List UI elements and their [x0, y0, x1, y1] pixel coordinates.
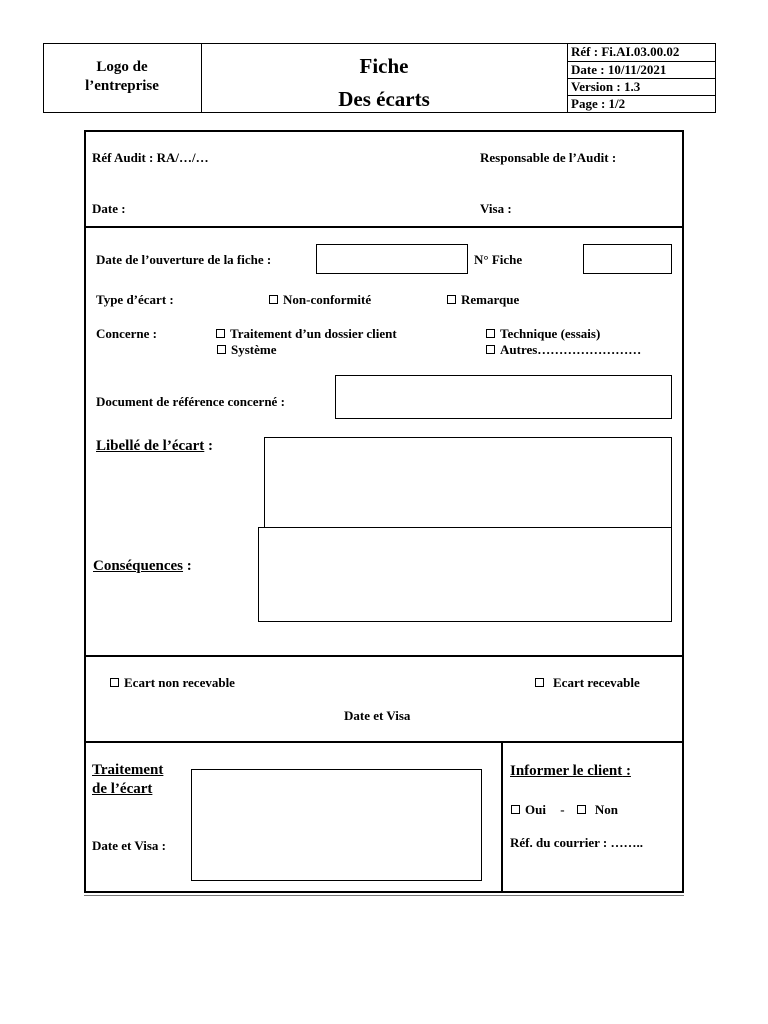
- sheet-number-field[interactable]: [583, 244, 672, 274]
- checkbox-icon[interactable]: [535, 678, 544, 687]
- concerne-label: Concerne :: [96, 326, 158, 341]
- type-option-nonconformity[interactable]: [269, 292, 371, 308]
- treatment-title-line-2: de l’écart: [92, 781, 153, 797]
- checkbox-icon[interactable]: [216, 329, 225, 338]
- receivable-label: Ecart recevable: [553, 675, 640, 690]
- audit-responsible-label: Responsable de l’Audit :: [480, 150, 617, 165]
- consequences-heading: [93, 558, 192, 575]
- mail-reference: Réf. du courrier : ……..: [510, 835, 643, 850]
- inform-client-label: Informer le client: [510, 763, 623, 779]
- concerne-option-system[interactable]: [217, 342, 277, 358]
- checkbox-icon[interactable]: [486, 345, 495, 354]
- logo-line-2: l’entreprise: [85, 78, 159, 94]
- reference-document-label: Document de référence concerné :: [96, 394, 285, 409]
- receivable-option[interactable]: [535, 675, 640, 691]
- section-divider-3: [85, 741, 683, 743]
- audit-visa-label: Visa :: [480, 201, 512, 216]
- audit-ref-label: Réf Audit : RA/…/…: [92, 150, 209, 165]
- treatment-column-divider: [501, 741, 503, 892]
- options-separator: -: [560, 802, 565, 817]
- consequences-label: Conséquences: [93, 558, 184, 574]
- inform-client-heading: [510, 763, 631, 780]
- inform-client-options: [511, 802, 618, 818]
- company-logo-placeholder: [43, 58, 201, 96]
- logo-line-1: Logo de: [96, 59, 148, 75]
- concerne-option-label: Technique (essais): [500, 326, 601, 341]
- document-title: [201, 50, 567, 116]
- form-bottom-shadow: [84, 895, 684, 896]
- concerne-option-label: Système: [231, 342, 277, 357]
- document-version: Version : 1.3: [571, 79, 641, 94]
- section-divider-2: [85, 655, 683, 657]
- title-line-2: Des écarts: [338, 87, 430, 111]
- concerne-option-label: Traitement d’un dossier client: [230, 326, 397, 341]
- opening-date-label: Date de l’ouverture de la fiche :: [96, 252, 272, 267]
- treatment-field[interactable]: [191, 769, 482, 881]
- treatment-title-line-1: Traitement: [92, 762, 164, 778]
- section-divider-1: [85, 226, 683, 228]
- consequences-field[interactable]: [258, 527, 672, 622]
- reception-date-visa: Date et Visa: [344, 708, 411, 723]
- checkbox-icon[interactable]: [486, 329, 495, 338]
- inform-client-colon: :: [622, 763, 631, 779]
- libelle-label: Libellé de l’écart: [96, 438, 205, 454]
- yes-checkbox-icon[interactable]: [511, 805, 520, 814]
- audit-date-label: Date :: [92, 201, 126, 216]
- checkbox-icon[interactable]: [217, 345, 226, 354]
- not-receivable-label: Ecart non recevable: [124, 675, 235, 690]
- type-option-label: Remarque: [461, 292, 520, 307]
- no-checkbox-icon[interactable]: [577, 805, 586, 814]
- yes-label: Oui: [525, 802, 546, 817]
- concerne-option-label: Autres……………………: [500, 342, 642, 357]
- type-option-remark[interactable]: [447, 292, 519, 308]
- checkbox-icon[interactable]: [269, 295, 278, 304]
- document-date: Date : 10/11/2021: [571, 62, 667, 77]
- title-line-1: Fiche: [359, 54, 409, 78]
- sheet-number-label: N° Fiche: [474, 252, 523, 267]
- reference-document-field[interactable]: [335, 375, 672, 419]
- libelle-colon: :: [204, 438, 214, 454]
- opening-date-field[interactable]: [316, 244, 468, 274]
- treatment-date-visa: Date et Visa :: [92, 838, 167, 853]
- document-page: Page : 1/2: [571, 96, 626, 111]
- type-option-label: Non-conformité: [283, 292, 372, 307]
- type-label: Type d’écart :: [96, 292, 174, 307]
- treatment-title: [92, 761, 163, 799]
- checkbox-icon[interactable]: [110, 678, 119, 687]
- libelle-field[interactable]: [264, 437, 672, 529]
- document-ref: Réf : Fi.AI.03.00.02: [571, 44, 680, 59]
- concerne-option-technical[interactable]: [486, 326, 600, 342]
- concerne-option-other[interactable]: [486, 342, 641, 358]
- libelle-heading: [96, 438, 213, 455]
- not-receivable-option[interactable]: [110, 675, 235, 691]
- consequences-colon: :: [183, 558, 192, 574]
- concerne-option-client-file[interactable]: [216, 326, 397, 342]
- checkbox-icon[interactable]: [447, 295, 456, 304]
- no-label: Non: [594, 802, 618, 817]
